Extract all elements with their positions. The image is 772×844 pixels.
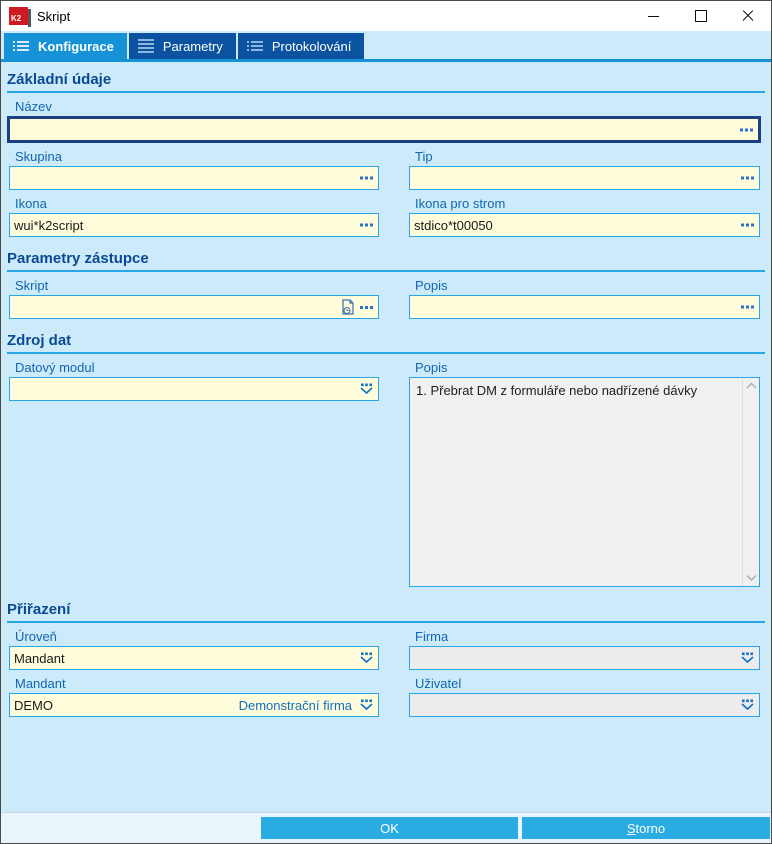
maximize-button[interactable] — [677, 1, 724, 31]
ikona-field[interactable] — [9, 213, 379, 237]
dropdown-icon[interactable] — [741, 700, 754, 711]
mandant-secondary-value: Demonstrační firma — [238, 697, 352, 713]
ellipsis-button[interactable] — [360, 177, 373, 180]
uzivatel-input[interactable] — [414, 698, 735, 713]
nazev-label: Název — [15, 99, 52, 114]
section-title-parametry-zastupce: Parametry zástupce — [7, 250, 149, 267]
uroven-combo[interactable] — [9, 646, 379, 670]
ellipsis-button[interactable] — [741, 177, 754, 180]
section-title-prirazeni: Přiřazení — [7, 601, 71, 618]
dropdown-icon[interactable] — [360, 384, 373, 395]
skript-field[interactable] — [9, 295, 379, 319]
ikona-pro-strom-label: Ikona pro strom — [415, 196, 506, 211]
close-button[interactable] — [724, 1, 771, 31]
maximize-icon — [695, 10, 707, 22]
ikona-pro-strom-field[interactable] — [409, 213, 760, 237]
nazev-input[interactable] — [14, 122, 734, 137]
ikona-input[interactable] — [14, 218, 354, 233]
firma-input[interactable] — [414, 651, 735, 666]
uroven-label: Úroveň — [15, 629, 57, 644]
popis-zastupce-label: Popis — [415, 278, 448, 293]
popis-zdroj-memo[interactable] — [409, 377, 760, 587]
menu-list-icon — [247, 40, 263, 52]
k2-logo-text: K2 — [11, 14, 22, 23]
minimize-button[interactable] — [630, 1, 677, 31]
firma-combo[interactable] — [409, 646, 760, 670]
ellipsis-button[interactable] — [741, 306, 754, 309]
section-title-zakladni-udaje: Základní údaje — [7, 71, 112, 88]
datovy-modul-combo[interactable] — [9, 377, 379, 401]
skupina-field[interactable] — [9, 166, 379, 190]
minimize-icon — [648, 16, 659, 17]
storno-accesskey: S — [626, 820, 636, 836]
tab-label: Konfigurace — [38, 38, 114, 54]
tab-protokolovani[interactable] — [238, 33, 365, 59]
window-controls — [630, 1, 771, 31]
tab-label: Protokolování — [271, 38, 352, 54]
k2-app-icon — [9, 7, 28, 25]
mandant-combo[interactable] — [9, 693, 379, 717]
ikona-label: Ikona — [15, 196, 47, 211]
menu-bars-icon — [138, 39, 154, 53]
title-bar — [1, 1, 771, 31]
ellipsis-button[interactable] — [741, 224, 754, 227]
section-rule — [7, 91, 765, 93]
uroven-input[interactable] — [14, 651, 354, 666]
tip-field[interactable] — [409, 166, 760, 190]
close-icon — [742, 10, 754, 22]
memo-scrollbar[interactable] — [742, 378, 759, 586]
datovy-modul-input[interactable] — [14, 382, 354, 397]
scroll-down-icon[interactable] — [746, 574, 757, 582]
uzivatel-label: Uživatel — [415, 676, 462, 691]
ok-button-label: OK — [380, 820, 399, 836]
ikona-pro-strom-input[interactable] — [414, 218, 735, 233]
popis-zastupce-field[interactable] — [409, 295, 760, 319]
scroll-up-icon[interactable] — [746, 382, 757, 390]
uzivatel-combo[interactable] — [409, 693, 760, 717]
tip-input[interactable] — [414, 171, 735, 186]
skript-label: Skript — [15, 278, 49, 293]
dropdown-icon[interactable] — [741, 653, 754, 664]
script-file-icon — [341, 299, 355, 315]
ellipsis-button[interactable] — [360, 306, 373, 309]
firma-label: Firma — [415, 629, 449, 644]
tab-parametry[interactable] — [129, 33, 236, 59]
mandant-value: DEMO — [14, 697, 53, 713]
dropdown-icon[interactable] — [360, 653, 373, 664]
memo-text: 1. Přebrat DM z formuláře nebo nadřízené dávky — [416, 383, 698, 398]
skupina-label: Skupina — [15, 149, 62, 164]
ellipsis-button[interactable] — [360, 224, 373, 227]
popis-zdroj-label: Popis — [415, 360, 448, 375]
storno-button[interactable] — [522, 817, 770, 839]
skupina-input[interactable] — [14, 171, 354, 186]
tab-bar — [1, 31, 771, 62]
popis-zastupce-input[interactable] — [414, 300, 735, 315]
mandant-label: Mandant — [15, 676, 66, 691]
storno-button-label: torno — [635, 820, 666, 836]
menu-list-icon — [13, 40, 29, 52]
skript-input[interactable] — [14, 300, 334, 315]
konfigurace-panel — [1, 62, 771, 813]
button-bar — [1, 812, 771, 843]
tab-konfigurace[interactable] — [4, 33, 127, 59]
ok-button[interactable] — [261, 817, 518, 839]
datovy-modul-label: Datový modul — [15, 360, 95, 375]
dropdown-icon[interactable] — [360, 700, 373, 711]
window-title: Skript — [37, 8, 71, 24]
section-title-zdroj-dat: Zdroj dat — [7, 332, 72, 349]
ellipsis-button[interactable] — [740, 128, 753, 131]
nazev-field[interactable] — [7, 116, 761, 143]
tip-label: Tip — [415, 149, 433, 164]
tab-label: Parametry — [162, 38, 223, 54]
